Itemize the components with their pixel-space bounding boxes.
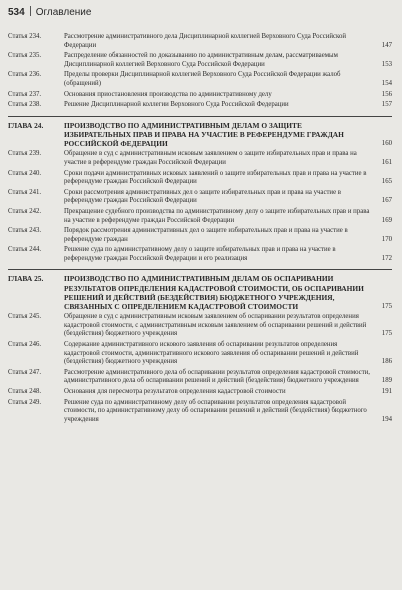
article-title: Порядок рассмотрения административных дел о защите избирательных прав и права на участие в референдуме граждан [64,227,348,243]
page-number: 172 [381,254,392,262]
article-label: Статья 243. [8,227,42,235]
page-number: 154 [381,79,392,87]
article-label: Статья 247. [8,368,42,376]
section-group-3 [8,313,392,424]
article-title: Сроки подачи административных исковых заявлений о защите избирательных прав и права на участие в референдуме граждан Российской Федерации [64,169,367,186]
article-title: Содержание административного искового заявления об оспаривании результатов определения кадастровой стоимости, административного искового заявления об оспаривании решений и действий (бездействия) бюджетного учреждения [64,341,359,366]
article-label: Статья 237. [8,90,42,98]
article-title: Рассмотрение административного дела Дисциплинарной коллегией Верховного Суда Российской Федерации [64,33,347,49]
article-label: Статья 235. [8,52,42,60]
toc-entry [8,170,392,187]
header-divider [30,6,31,16]
page-number: 534 [8,7,25,18]
article-title: Решение суда по административному делу об оспаривании результатов определения кадастровой стоимости, по административному делу об оспаривании решений и действий (бездействия) бюджетного учреждения [64,398,367,423]
page-number: 186 [381,358,392,366]
article-label: Статья 240. [8,169,42,177]
article-label: Статья 238. [8,101,42,109]
toc-entry [8,341,392,367]
page-number: 153 [381,60,392,68]
article-title: Рассмотрение административного дела об оспаривании результатов определения кадастровой стоимости, административного дела об оспаривании решений и действий (бездействия) бюджетного учреждения [64,368,371,385]
article-label: Статья 245. [8,313,42,321]
chapter-24-heading [8,121,392,149]
section-divider [8,116,392,117]
toc-entry [8,227,392,244]
article-label: Статья 239. [8,150,42,158]
article-title: Прекращение судебного производства по административному делу о защите избирательных прав и права на участие в референдуме граждан Российской Федерации [64,207,370,224]
page-number: 167 [381,197,392,205]
header-title: Оглавление [35,7,92,18]
toc-entry [8,189,392,206]
page-number: 169 [381,216,392,224]
toc-entry [8,71,392,88]
toc-entry [8,33,392,50]
chapter-title: ПРОИЗВОДСТВО ПО АДМИНИСТРАТИВНЫМ ДЕЛАМ О ЗАЩИТЕ ИЗБИРАТЕЛЬНЫХ ПРАВ И ПРАВА НА УЧАСТИЕ В РЕФЕРЕНДУМЕ ГРАЖДАН РОССИЙСКОЙ ФЕДЕРАЦИИ [64,120,344,149]
page-number: 191 [381,388,392,396]
article-title: Пределы проверки Дисциплинарной коллегией Верховного Суда Российской Федерации жалоб (обращений) [64,71,341,87]
article-title: Обращение в суд с административным исковым заявлением о защите избирательных прав и права на участие в референдуме граждан Российской Федерации [64,150,357,166]
page-number: 156 [381,90,392,98]
toc-entry [8,208,392,225]
article-title: Решение суда по административному делу о защите избирательных прав и права на участие в референдуме граждан Российской Федерации и его реализация [64,246,336,262]
section-divider [8,269,392,270]
toc-entry [8,388,392,397]
toc-entry [8,369,392,386]
article-label: Статья 246. [8,341,42,349]
article-title: Основания для пересмотра результатов определения кадастровой стоимости [64,388,286,396]
article-title: Распределение обязанностей по доказыванию по административным делам, рассматриваемым Дисциплинарной коллегией Верховного Суда Российской Федерации [64,52,338,68]
toc-entry [8,399,392,425]
article-label: Статья 249. [8,398,42,406]
article-title: Решение Дисциплинарной коллегии Верховного Суда Российской Федерации [64,101,289,109]
page-number: 170 [381,235,392,243]
article-label: Статья 234. [8,33,42,40]
toc-entry [8,150,392,167]
section-group-1 [8,33,392,110]
chapter-title: ПРОИЗВОДСТВО ПО АДМИНИСТРАТИВНЫМ ДЕЛАМ ОБ ОСПАРИВАНИИ РЕЗУЛЬТАТОВ ОПРЕДЕЛЕНИЯ КАДАСТРОВОЙ СТОИМОСТИ, ОБ ОСПАРИВАНИИ РЕШЕНИЙ И ДЕЙСТВИЙ (БЕЗДЕЙСТВИЯ) БЮДЖЕТНОГО УЧРЕЖДЕНИЯ, СВЯЗАННЫХ С ОПРЕДЕЛЕНИЕМ КАДАСТРОВОЙ СТОИМОСТИ [64,274,364,312]
page-header [8,6,394,20]
page-number: 161 [381,158,392,166]
article-label: Статья 242. [8,207,42,215]
page-number: 189 [381,377,392,385]
chapter-label: ГЛАВА 24. [8,120,44,130]
article-label: Статья 244. [8,246,42,254]
article-label: Статья 236. [8,71,42,79]
chapter-page: 160 [381,140,392,148]
article-title: Сроки рассмотрения административных дел о защите избирательных прав и права на участие в референдуме граждан Российской Федерации [64,188,341,205]
section-group-2 [8,150,392,263]
toc-entry [8,52,392,69]
article-title: Основания приостановления производства по административному делу [64,90,272,98]
page-number: 147 [381,41,392,49]
table-of-contents [8,33,392,424]
chapter-label: ГЛАВА 25. [8,274,44,284]
article-title: Обращение в суд с административным исковым заявлением об оспаривании результатов определения кадастровой стоимости, с административным исковым заявлением об оспаривании решений и действий (бездействия) бюджетного учреждения [64,313,367,338]
article-label: Статья 241. [8,188,42,196]
page-number: 157 [381,101,392,109]
page-number: 165 [381,178,392,186]
chapter-25-heading [8,274,392,311]
page-number: 194 [381,415,392,423]
toc-entry [8,101,392,110]
toc-entry [8,246,392,263]
page-number: 175 [381,330,392,338]
toc-entry [8,313,392,339]
chapter-page: 175 [381,303,392,311]
article-label: Статья 248. [8,388,42,396]
toc-entry [8,91,392,100]
